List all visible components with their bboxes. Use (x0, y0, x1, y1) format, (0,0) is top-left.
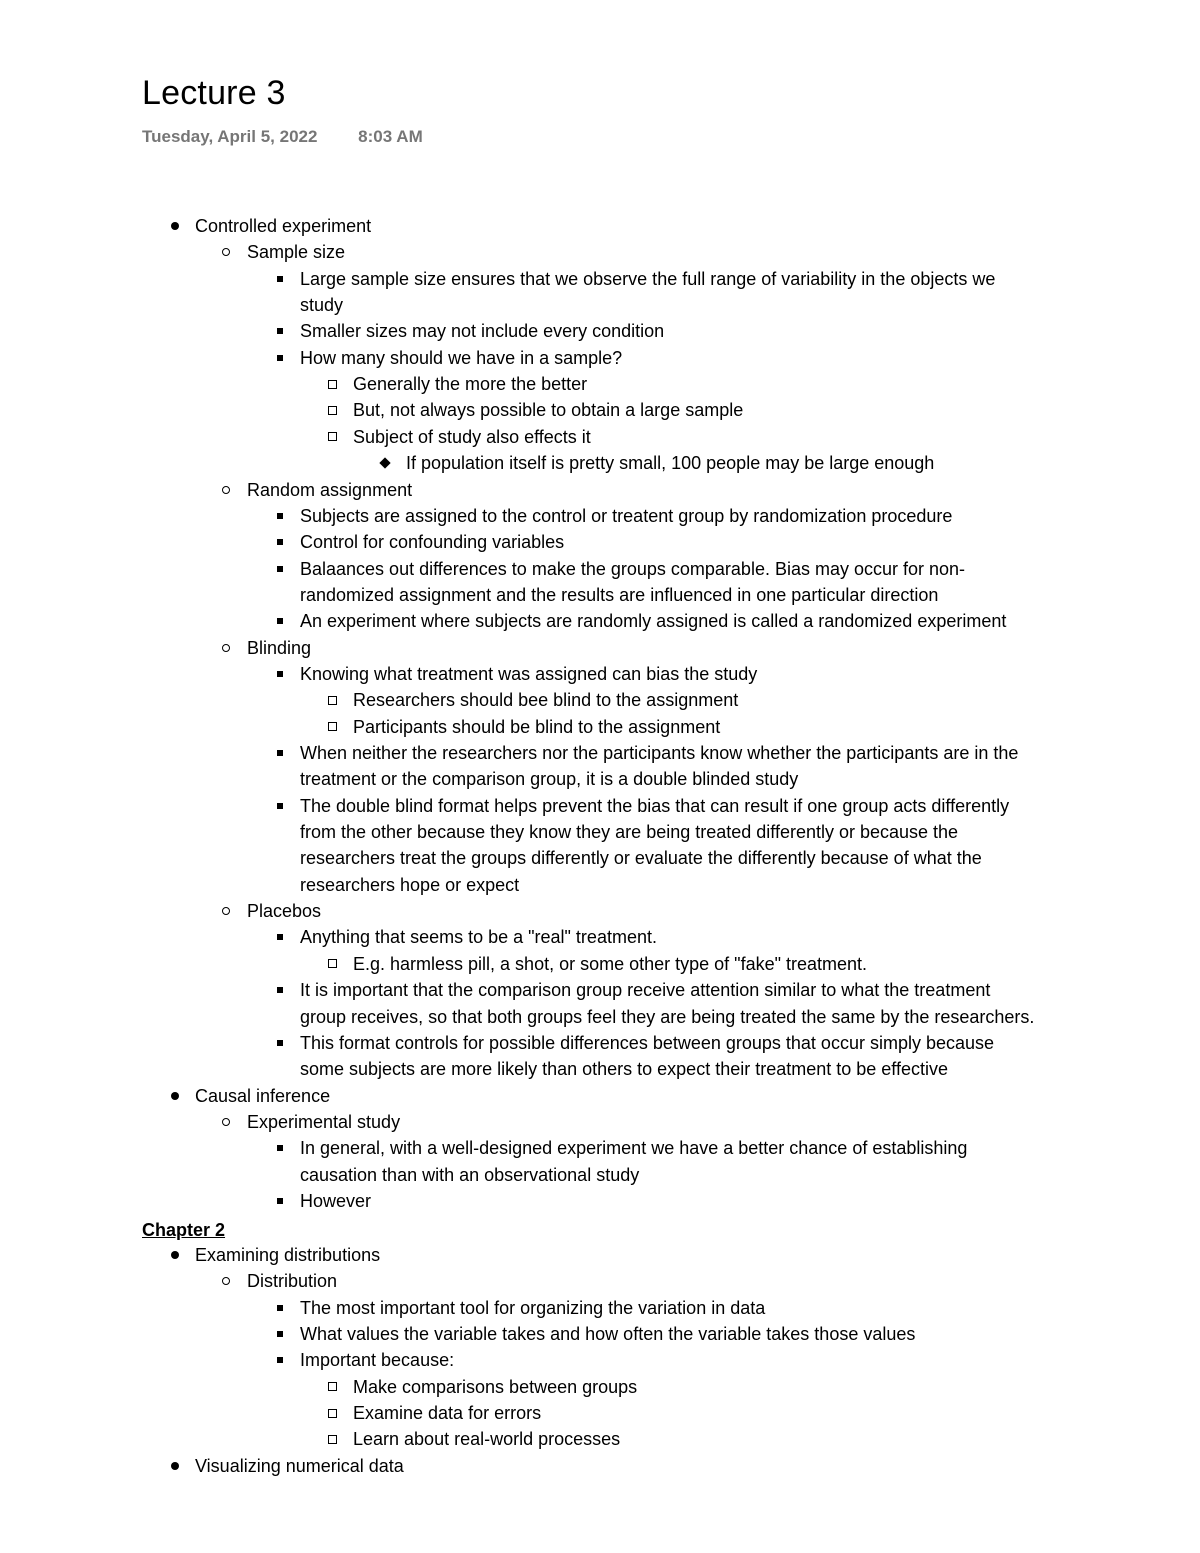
bullet-hollow-square-icon (328, 1382, 337, 1391)
outline-item-level-3: The most important tool for organizing the variation in data (300, 1297, 766, 1318)
outline-item-level-2: Random assignment (247, 479, 413, 500)
outline-item-level-3: When neither the researchers nor the participants know whether the participants are in the (300, 743, 1019, 763)
outline-item-level-3: In general, with a well-designed experiment we have a better chance of establishing (300, 1138, 968, 1159)
outline-item-level-3: Knowing what treatment was assigned can bias the study (300, 663, 758, 684)
bullet-circle-icon (222, 1277, 230, 1285)
outline-item-level-4: Learn about real-world processes (353, 1429, 621, 1450)
outline-item-level-3: Important because: (300, 1350, 455, 1371)
outline-item-level-1: Examining distributions (195, 1245, 381, 1265)
outline-item-level-3: Large sample size ensures that we observe the full range of variability in the objects we (300, 268, 996, 289)
bullet-square-icon (277, 1331, 283, 1337)
bullet-hollow-square-icon (328, 1435, 337, 1444)
outline-item-level-3: Balaances out differences to make the groups comparable. Bias may occur for non- (300, 558, 966, 579)
bullet-square-icon (277, 1357, 283, 1363)
outline-item-level-2: Blinding (247, 637, 312, 658)
outline-item-level-3: It is important that the comparison group receive attention similar to what the treatment (300, 980, 991, 1001)
outline-item-level-2: Placebos (247, 901, 322, 922)
outline-item-level-3: causation than with an observational study (300, 1164, 640, 1185)
outline-item-level-3: What values the variable takes and how often the variable takes those values (300, 1324, 916, 1345)
outline-item-level-3: Anything that seems to be a "real" treatment. (300, 927, 657, 948)
outline-item-level-5: If population itself is pretty small, 100 people may be large enough (406, 453, 935, 474)
outline-item-level-2: Experimental study (247, 1111, 401, 1132)
outline-item-level-3: researchers treat the groups differently or evaluate the differently because of what the (300, 848, 982, 869)
outline-item-level-4: E.g. harmless pill, a shot, or some other type of "fake" treatment. (353, 953, 868, 974)
outline-item-level-3: group receives, so that both groups feel they are being treated the same by the researchers. (300, 1006, 1035, 1027)
outline-item-level-2: Sample size (247, 242, 346, 263)
page-time: 8:03 AM (358, 127, 423, 146)
bullet-hollow-square-icon (328, 1409, 337, 1418)
outline-item-level-3: The double blind format helps prevent the bias that can result if one group acts differently (300, 795, 1010, 816)
outline-item-level-3: Subjects are assigned to the control or treatent group by randomization procedure (300, 505, 953, 526)
bullet-disc-icon (171, 1251, 179, 1259)
outline-item-level-1: Causal inference (195, 1085, 331, 1106)
outline-item-level-3: some subjects are more likely than others to expect their treatment to be effective (300, 1059, 948, 1080)
page-date: Tuesday, April 5, 2022 (142, 127, 318, 146)
outline-item-level-4: Make comparisons between groups (353, 1376, 638, 1397)
outline-item-level-4: Subject of study also effects it (353, 426, 591, 447)
outline-item-level-4: Examine data for errors (353, 1403, 542, 1424)
outline-item-level-2: Distribution (247, 1271, 338, 1292)
bullet-square-icon (277, 1305, 283, 1311)
outline-item-level-3: treatment or the comparison group, it is a double blinded study (300, 769, 799, 790)
outline-item-level-3: How many should we have in a sample? (300, 347, 623, 368)
outline-item-level-3: study (300, 295, 344, 316)
outline-item-level-3: Control for confounding variables (300, 532, 565, 553)
outline-item-level-3: researchers hope or expect (300, 874, 520, 895)
outline-item-level-1: Visualizing numerical data (195, 1455, 404, 1476)
outline-item-level-3: However (300, 1190, 372, 1211)
outline-item-level-3: An experiment where subjects are randomly assigned is called a randomized experiment (300, 611, 1007, 632)
outline-item-level-1: Controlled experiment (195, 216, 372, 236)
page-title: Lecture 3 (142, 74, 286, 112)
outline-item-level-4: But, not always possible to obtain a large sample (353, 400, 744, 421)
chapter-heading: Chapter 2 (142, 1220, 226, 1240)
outline-item-level-3: Smaller sizes may not include every condition (300, 321, 665, 342)
outline-item-level-4: Researchers should bee blind to the assignment (353, 690, 739, 711)
outline-item-level-3: This format controls for possible differences between groups that occur simply because (300, 1032, 995, 1053)
outline-item-level-3: from the other because they know they are being treated differently or because the (300, 822, 959, 843)
bullet-disc-icon (171, 1462, 179, 1470)
outline-item-level-4: Participants should be blind to the assignment (353, 716, 721, 737)
outline-item-level-4: Generally the more the better (353, 374, 588, 395)
outline-item-level-3: randomized assignment and the results are influenced in one particular direction (300, 584, 939, 605)
